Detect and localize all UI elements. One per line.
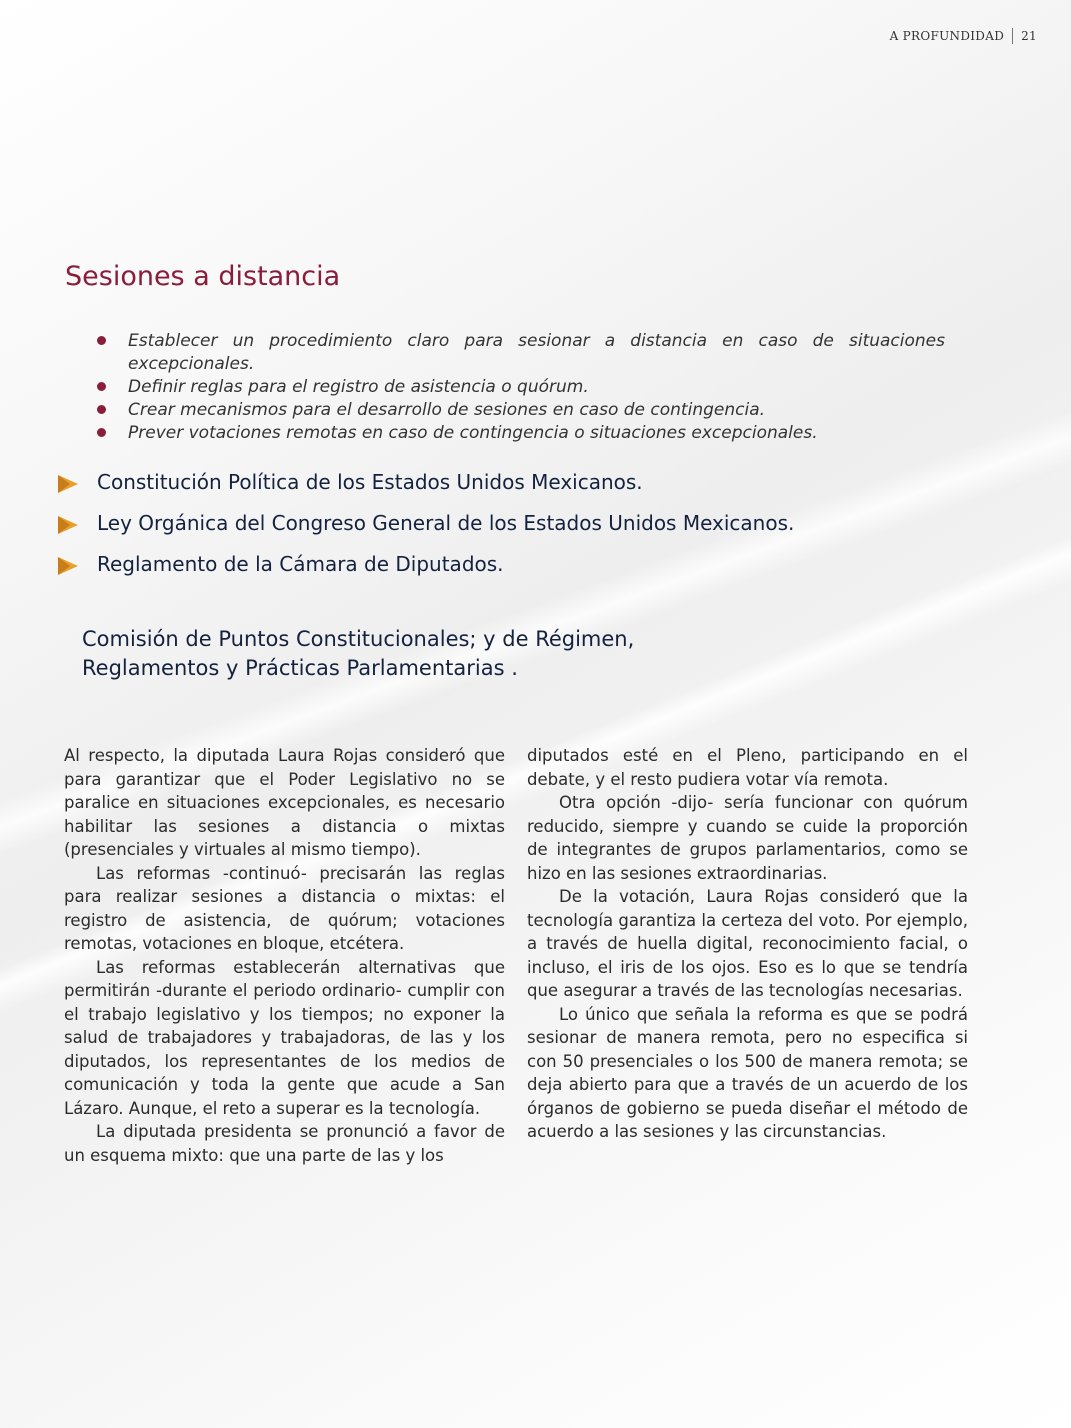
paragraph: Otra opción -dijo- sería funcionar con quórum reducido, siempre y cuando se cuide la proporción de integrantes de grupos parlamentarios, como se hizo en las sesiones extraordinarias. <box>527 793 968 883</box>
commission-line: Comisión de Puntos Constitucionales; y de Régimen, <box>82 627 635 651</box>
bullet-dot-icon <box>97 428 106 437</box>
header-section: A PROFUNDIDAD <box>889 29 1005 43</box>
arrow-right-icon <box>58 475 78 493</box>
header-divider <box>1012 28 1013 44</box>
arrow-right-icon <box>58 557 78 575</box>
bullet-item <box>95 422 945 445</box>
law-text: Constitución Política de los Estados Unidos Mexicanos. <box>97 470 643 494</box>
paragraph: Lo único que señala la reforma es que se podrá sesionar de manera remota, pero no especifica si con 50 presenciales o los 500 de manera remota; se deja abierto para que a través de un acuerdo de los órganos de gobierno se pueda diseñar el método de acuerdo a las sesiones y las circunstancias. <box>527 1004 968 1141</box>
article-body <box>64 744 968 1167</box>
paragraph: La diputada presidenta se pronunció a favor de un esquema mixto: que una parte de las y los <box>64 1122 505 1165</box>
article-column-left <box>64 744 505 1167</box>
laws-list <box>58 470 794 593</box>
bullet-item <box>95 330 945 376</box>
paragraph-continuation: diputados esté en el Pleno, participando en el debate, y el resto pudiera votar vía remota. <box>527 746 968 789</box>
law-item <box>58 552 794 593</box>
paragraph: Al respecto, la diputada Laura Rojas consideró que para garantizar que el Poder Legislativo no se paralice en situaciones excepcionales, es necesario habilitar las sesiones a distancia o mixtas (presenciales y virtuales al mismo tiempo). <box>64 746 505 859</box>
law-item <box>58 511 794 552</box>
bullet-item <box>95 376 945 399</box>
article-column-right <box>527 744 968 1167</box>
section-title: Sesiones a distancia <box>65 261 341 292</box>
bullet-text: Establecer un procedimiento claro para sesionar a distancia en caso de situaciones excepcionales. <box>128 331 945 374</box>
bullet-text: Definir reglas para el registro de asistencia o quórum. <box>128 377 589 397</box>
running-header <box>890 28 1037 44</box>
commission-line: Reglamentos y Prácticas Parlamentarias . <box>82 656 518 680</box>
law-text: Reglamento de la Cámara de Diputados. <box>97 552 504 576</box>
paragraph: De la votación, Laura Rojas consideró que la tecnología garantiza la certeza del voto. Por ejemplo, a través de huella digital, reconocimiento facial, o incluso, el iris de los ojos. Eso es lo que se tendría que asegurar a través de las tecnologías necesarias. <box>527 887 968 1000</box>
arrow-right-icon <box>58 516 78 534</box>
law-text: Ley Orgánica del Congreso General de los Estados Unidos Mexicanos. <box>97 511 795 535</box>
bullet-text: Prever votaciones remotas en caso de contingencia o situaciones excepcionales. <box>128 423 818 443</box>
bullet-item <box>95 399 945 422</box>
bullet-dot-icon <box>97 336 106 345</box>
paragraph: Las reformas -continuó- precisarán las reglas para realizar sesiones a distancia o mixtas: el registro de asistencia, de quórum; votaciones remotas, votaciones en bloque, etcétera. <box>64 863 505 953</box>
paragraph: Las reformas establecerán alternativas que permitirán -durante el periodo ordinario- cumplir con el trabajo legislativo y los tiempos; no exponer la salud de trabajadores y trabajadoras, de las y los diputados, los representantes de los medios de comunicación y toda la gente que acude a San Lázaro. Aunque, el reto a superar es la tecnología. <box>64 957 505 1118</box>
commission-name <box>82 625 782 683</box>
bullet-text: Crear mecanismos para el desarrollo de sesiones en caso de contingencia. <box>128 400 766 420</box>
bullet-dot-icon <box>97 405 106 414</box>
bullet-dot-icon <box>97 382 106 391</box>
law-item <box>58 470 794 511</box>
proposal-bullet-list <box>95 330 945 445</box>
page-number: 21 <box>1021 29 1037 43</box>
